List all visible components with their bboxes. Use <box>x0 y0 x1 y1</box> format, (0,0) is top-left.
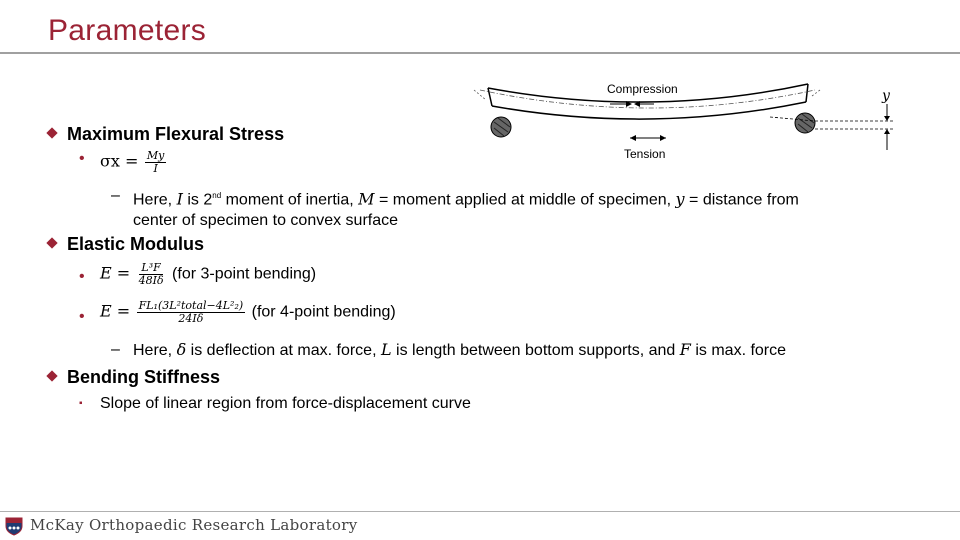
elastic-formula-3pt: • E = $\frac{\text{L³F}}{48I\delta}$ (for 3-point bending) <box>79 261 317 287</box>
title-divider <box>0 52 960 54</box>
beam-left-end <box>488 88 492 106</box>
flexural-formula: • σx = $\frac{My}{I}$ <box>79 149 165 175</box>
beam-right-end <box>806 84 808 102</box>
round-bullet-icon: • <box>79 150 85 167</box>
compression-label: Compression <box>607 82 678 96</box>
dash-bullet: – <box>111 187 120 204</box>
stiffness-heading: Bending Stiffness <box>67 367 221 387</box>
stiffness-item: ▪ Slope of linear region from force-displacement curve <box>79 395 471 412</box>
penn-shield-icon <box>4 516 24 536</box>
elastic-formula-4pt: • E = $\frac{\text{FL₁(3L²total−4L²₂)}}{24I\delta}$ (for 4-point bending) <box>79 299 396 325</box>
right-extension <box>812 90 820 96</box>
round-bullet-icon: • <box>79 308 85 325</box>
bullet-bending-stiffness <box>67 367 220 388</box>
bullet-elastic-modulus <box>67 234 204 255</box>
tension-label: Tension <box>624 147 666 161</box>
beam-bending-diagram <box>470 70 900 165</box>
left-extension <box>474 90 486 100</box>
bullet-flexural-stress <box>67 124 284 145</box>
slide-title: Parameters <box>48 14 207 47</box>
flexural-note: – Here, I is 2nd moment of inertia, M = moment applied at middle of specimen, y = distance from center of specimen to convex surface <box>111 187 799 230</box>
footer-divider <box>0 511 960 512</box>
square-bullet-icon: ▪ <box>79 398 83 409</box>
diamond-bullet-icon <box>46 237 57 248</box>
round-bullet-icon: • <box>79 268 85 285</box>
diamond-bullet-icon <box>46 127 57 138</box>
diamond-bullet-icon <box>46 370 57 381</box>
dash-bullet: – <box>111 341 120 358</box>
elastic-heading: Elastic Modulus <box>67 234 205 254</box>
flexural-fraction: $\frac{My}{I}$ <box>146 149 165 175</box>
beam-lower-edge <box>492 102 806 119</box>
elastic-note: – Here, δ is deflection at max. force, L is length between bottom supports, and F is max. force <box>111 340 787 359</box>
y-label: y <box>882 88 890 104</box>
flexural-heading: Maximum Flexural Stress <box>67 124 285 144</box>
lab-name: McKay Orthopaedic Research Laboratory <box>30 516 358 534</box>
